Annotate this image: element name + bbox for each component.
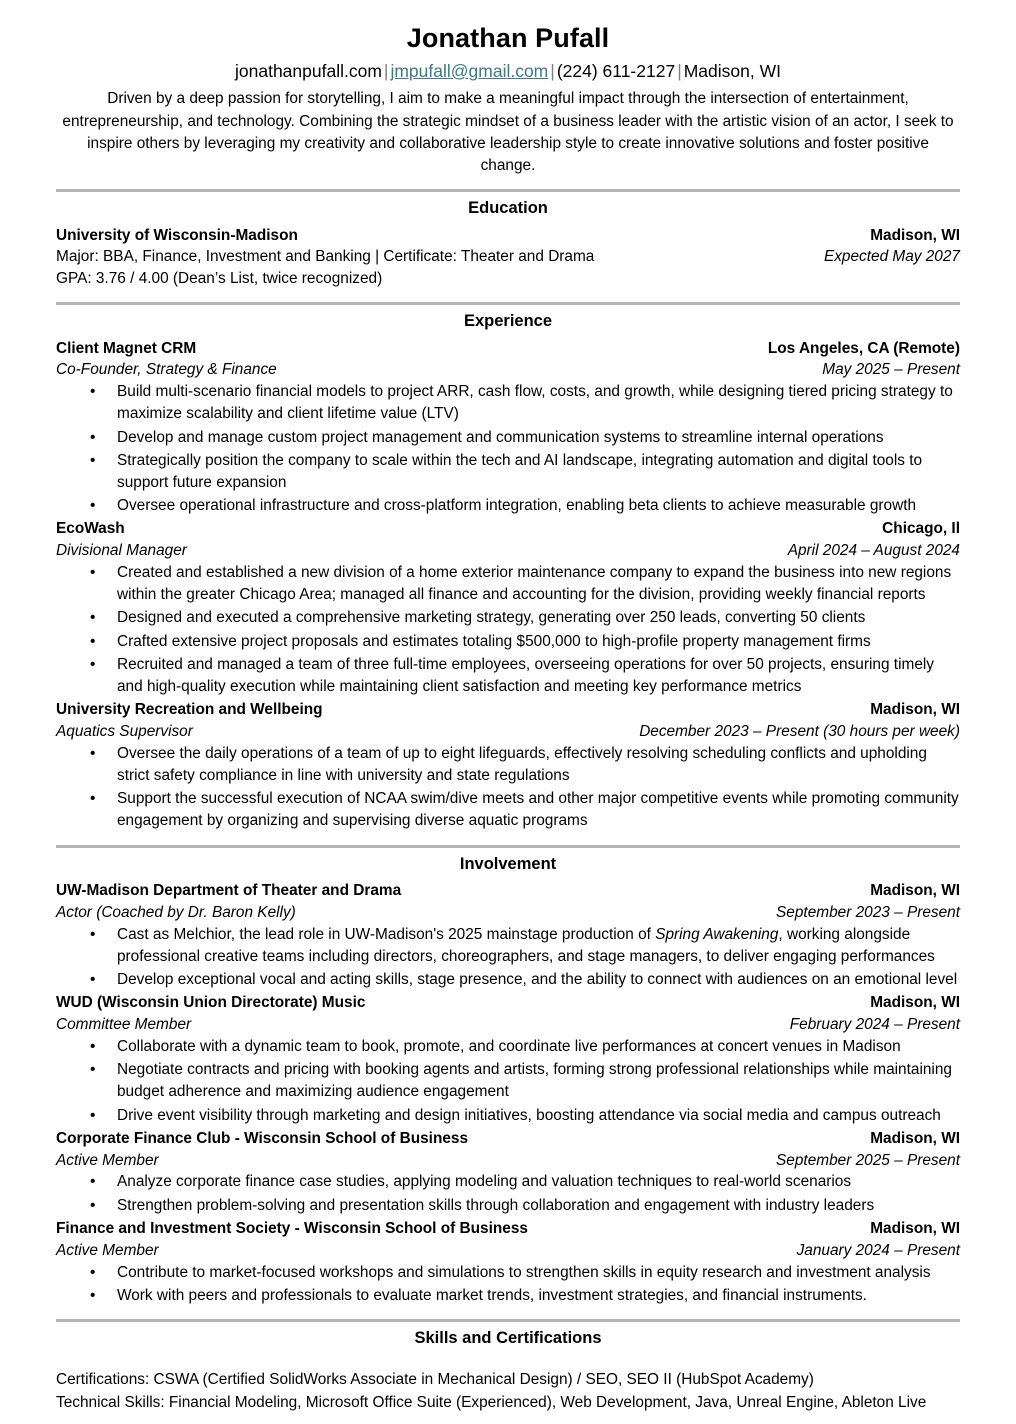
entry-org-row (56, 338, 960, 360)
entry-role-row (56, 540, 960, 562)
section-education (56, 198, 960, 290)
entry-location: Madison, WI (870, 994, 960, 1012)
section-skills (56, 1328, 960, 1414)
entry-dates: January 2024 – Present (796, 1241, 960, 1259)
entry-role-row (56, 721, 960, 743)
entry-bullet: • Strengthen problem-solving and presentation skills through collaboration and engagement with industry leaders (56, 1195, 960, 1217)
entry-bullet-list (56, 1262, 960, 1307)
entry-bullet: • Drive event visibility through marketing and design initiatives, boosting attendance via social media and campus outreach (56, 1105, 960, 1127)
experience-entry-list (56, 338, 960, 833)
entry-dates: February 2024 – Present (789, 1016, 960, 1034)
involvement-entry (56, 992, 960, 1126)
involvement-entry (56, 1128, 960, 1217)
education-location: Madison, WI (870, 226, 960, 244)
skills-technical: Technical Skills: Financial Modeling, Microsoft Office Suite (Experienced), Web Development, Java, Unreal Engine, Ableton Live (56, 1393, 927, 1411)
entry-role-row (56, 902, 960, 924)
resume-header (56, 22, 960, 177)
entry-role-row (56, 359, 960, 381)
experience-entry (56, 699, 960, 832)
entry-bullet-list (56, 743, 960, 833)
education-gpa: GPA: 3.76 / 4.00 (Dean’s List, twice recognized) (56, 270, 383, 288)
involvement-entry (56, 1218, 960, 1307)
section-title-skills: Skills and Certifications (414, 1328, 602, 1347)
experience-entry (56, 518, 960, 698)
entry-bullet: • Recruited and managed a team of three full-time employees, overseeing operations for over 50 projects, ensuring timely and high-quality execution while maintaining client satisfaction and meeting key performance metrics (56, 654, 960, 698)
section-divider-skills (56, 1319, 960, 1322)
location-text: Madison, WI (683, 60, 781, 81)
entry-bullet: • Analyze corporate finance case studies, applying modeling and valuation techniques to real-world scenarios (56, 1171, 960, 1193)
entry-bullet: • Develop exceptional vocal and acting skills, stage presence, and the ability to connect with audiences on an emotional level (56, 969, 960, 991)
entry-location: Chicago, Il (882, 520, 960, 538)
section-involvement (56, 854, 960, 1307)
entry-bullet: • Contribute to market-focused workshops and simulations to strengthen skills in equity research and investment analysis (56, 1262, 960, 1284)
entry-dates: April 2024 – August 2024 (787, 542, 960, 560)
entry-dates: September 2025 – Present (776, 1151, 960, 1169)
entry-org-row (56, 1128, 960, 1150)
education-graduation: Expected May 2027 (823, 248, 960, 266)
entry-location: Madison, WI (870, 1219, 960, 1237)
entry-bullet: • Crafted extensive project proposals and estimates totaling $500,000 to high-profile property management firms (56, 631, 960, 653)
entry-org-row (56, 1218, 960, 1240)
entry-location: Madison, WI (870, 701, 960, 719)
contact-separator-2: | (550, 60, 555, 81)
entry-dates: May 2025 – Present (822, 361, 960, 379)
entry-bullet: • Build multi-scenario financial models to project ARR, cash flow, costs, and growth, while designing tiered pricing strategy to maximize scalability and client lifetime value (LTV) (56, 381, 960, 425)
entry-organization: EcoWash (56, 520, 125, 538)
section-title-involvement: Involvement (459, 854, 557, 873)
entry-bullet: • Support the successful execution of NCAA swim/dive meets and other major competitive events while promoting community engagement by organizing and supervising diverse aquatic programs (56, 788, 960, 832)
entry-role: Actor (Coached by Dr. Baron Kelly) (56, 903, 296, 921)
contact-separator-3: | (677, 60, 682, 81)
entry-role-row (56, 1014, 960, 1036)
entry-organization: Corporate Finance Club - Wisconsin School of Business (56, 1129, 469, 1147)
entry-role: Active Member (56, 1151, 159, 1169)
entry-role: Committee Member (56, 1016, 192, 1034)
entry-bullet: • Oversee operational infrastructure and cross-platform integration, enabling beta clients to achieve measurable growth (56, 495, 960, 517)
contact-separator-1: | (383, 60, 389, 81)
entry-role-row (56, 1240, 960, 1262)
entry-bullet-list (56, 924, 960, 992)
section-title-experience: Experience (463, 312, 553, 331)
entry-org-row (56, 880, 960, 902)
summary-paragraph: Driven by a deep passion for storytelling, I aim to make a meaningful impact through the intersection of entertainment, entrepreneurship, and technology. Combining the strategic mindset of a business leader with the artistic vision of an actor, I seek to inspire others by leveraging my creativity and collaborative leadership style to create innovative solutions and foster positive change. (62, 90, 954, 174)
skills-certifications: Certifications: CSWA (Certified SolidWorks Associate in Mechanical Design) / SEO, SEO II (HubSpot Academy) (56, 1371, 814, 1389)
entry-organization: UW-Madison Department of Theater and Drama (56, 882, 402, 899)
website-text: jonathanpufall.com (235, 60, 382, 81)
entry-organization: Finance and Investment Society - Wisconsin School of Business (56, 1219, 528, 1237)
section-divider-education (56, 189, 960, 192)
education-entry (56, 225, 960, 291)
education-school: University of Wisconsin-Madison (56, 226, 298, 244)
section-divider-involvement (56, 845, 960, 848)
experience-entry (56, 338, 960, 518)
entry-location: Los Angeles, CA (Remote) (767, 339, 960, 357)
email-link[interactable]: jmpufall@gmail.com (390, 60, 549, 81)
section-divider-experience (56, 302, 960, 305)
education-degree-row (56, 246, 960, 268)
entry-bullet: • Oversee the daily operations of a team of up to eight lifeguards, effectively resolving scheduling conflicts and upholding strict safety compliance in line with university and state regulations (56, 743, 960, 787)
entry-role: Co-Founder, Strategy & Finance (56, 361, 277, 379)
entry-bullet-list (56, 1036, 960, 1127)
page-title: Jonathan Pufall (406, 23, 610, 53)
entry-dates: December 2023 – Present (30 hours per week) (639, 723, 960, 740)
entry-role-row (56, 1150, 960, 1172)
entry-bullet-list (56, 381, 960, 517)
entry-org-row (56, 518, 960, 540)
education-degree: Major: BBA, Finance, Investment and Banking | Certificate: Theater and Drama (56, 248, 595, 266)
phone-text: (224) 611-2127 (556, 60, 676, 81)
entry-bullet: • Created and established a new division of a home exterior maintenance company to expand the business into new regions within the greater Chicago Area; managed all finance and accounting for the division, providing weekly financial reports (56, 562, 960, 606)
entry-bullet: • Negotiate contracts and pricing with booking agents and artists, forming strong professional relationships while maintaining budget adherence and maximizing audience engagement (56, 1059, 960, 1103)
entry-role: Divisional Manager (56, 542, 187, 560)
involvement-entry (56, 880, 960, 991)
entry-bullet-list (56, 562, 960, 698)
entry-bullet: • Designed and executed a comprehensive marketing strategy, generating over 250 leads, converting 50 clients (56, 607, 960, 629)
entry-bullet: • Develop and manage custom project management and communication systems to streamline internal operations (56, 427, 960, 449)
contact-line (56, 60, 960, 84)
entry-organization: University Recreation and Wellbeing (56, 701, 323, 719)
section-title-education: Education (468, 199, 548, 218)
involvement-entry-list (56, 880, 960, 1307)
entry-location: Madison, WI (870, 882, 960, 899)
entry-org-row (56, 992, 960, 1014)
entry-organization: Client Magnet CRM (56, 339, 197, 357)
entry-role: Active Member (56, 1241, 159, 1259)
entry-location: Madison, WI (870, 1129, 960, 1147)
section-experience (56, 311, 960, 832)
entry-organization: WUD (Wisconsin Union Directorate) Music (56, 994, 366, 1012)
skills-body (56, 1369, 960, 1414)
entry-bullet: • Cast as Melchior, the lead role in UW-Madison's 2025 mainstage production of Spring Awakening, working alongside professional creative teams including directors, choreographers, and stage managers, to deliver engaging performances (56, 924, 960, 968)
entry-dates: September 2023 – Present (776, 903, 960, 921)
entry-bullet: • Strategically position the company to scale within the tech and AI landscape, integrating automation and digital tools to support future expansion (56, 450, 960, 494)
entry-role: Aquatics Supervisor (56, 723, 193, 740)
entry-org-row (56, 699, 960, 721)
education-school-row (56, 225, 960, 247)
entry-bullet: • Work with peers and professionals to evaluate market trends, investment strategies, and financial instruments. (56, 1285, 960, 1307)
entry-bullet: • Collaborate with a dynamic team to book, promote, and coordinate live performances at concert venues in Madison (56, 1036, 960, 1058)
entry-bullet-list (56, 1171, 960, 1216)
